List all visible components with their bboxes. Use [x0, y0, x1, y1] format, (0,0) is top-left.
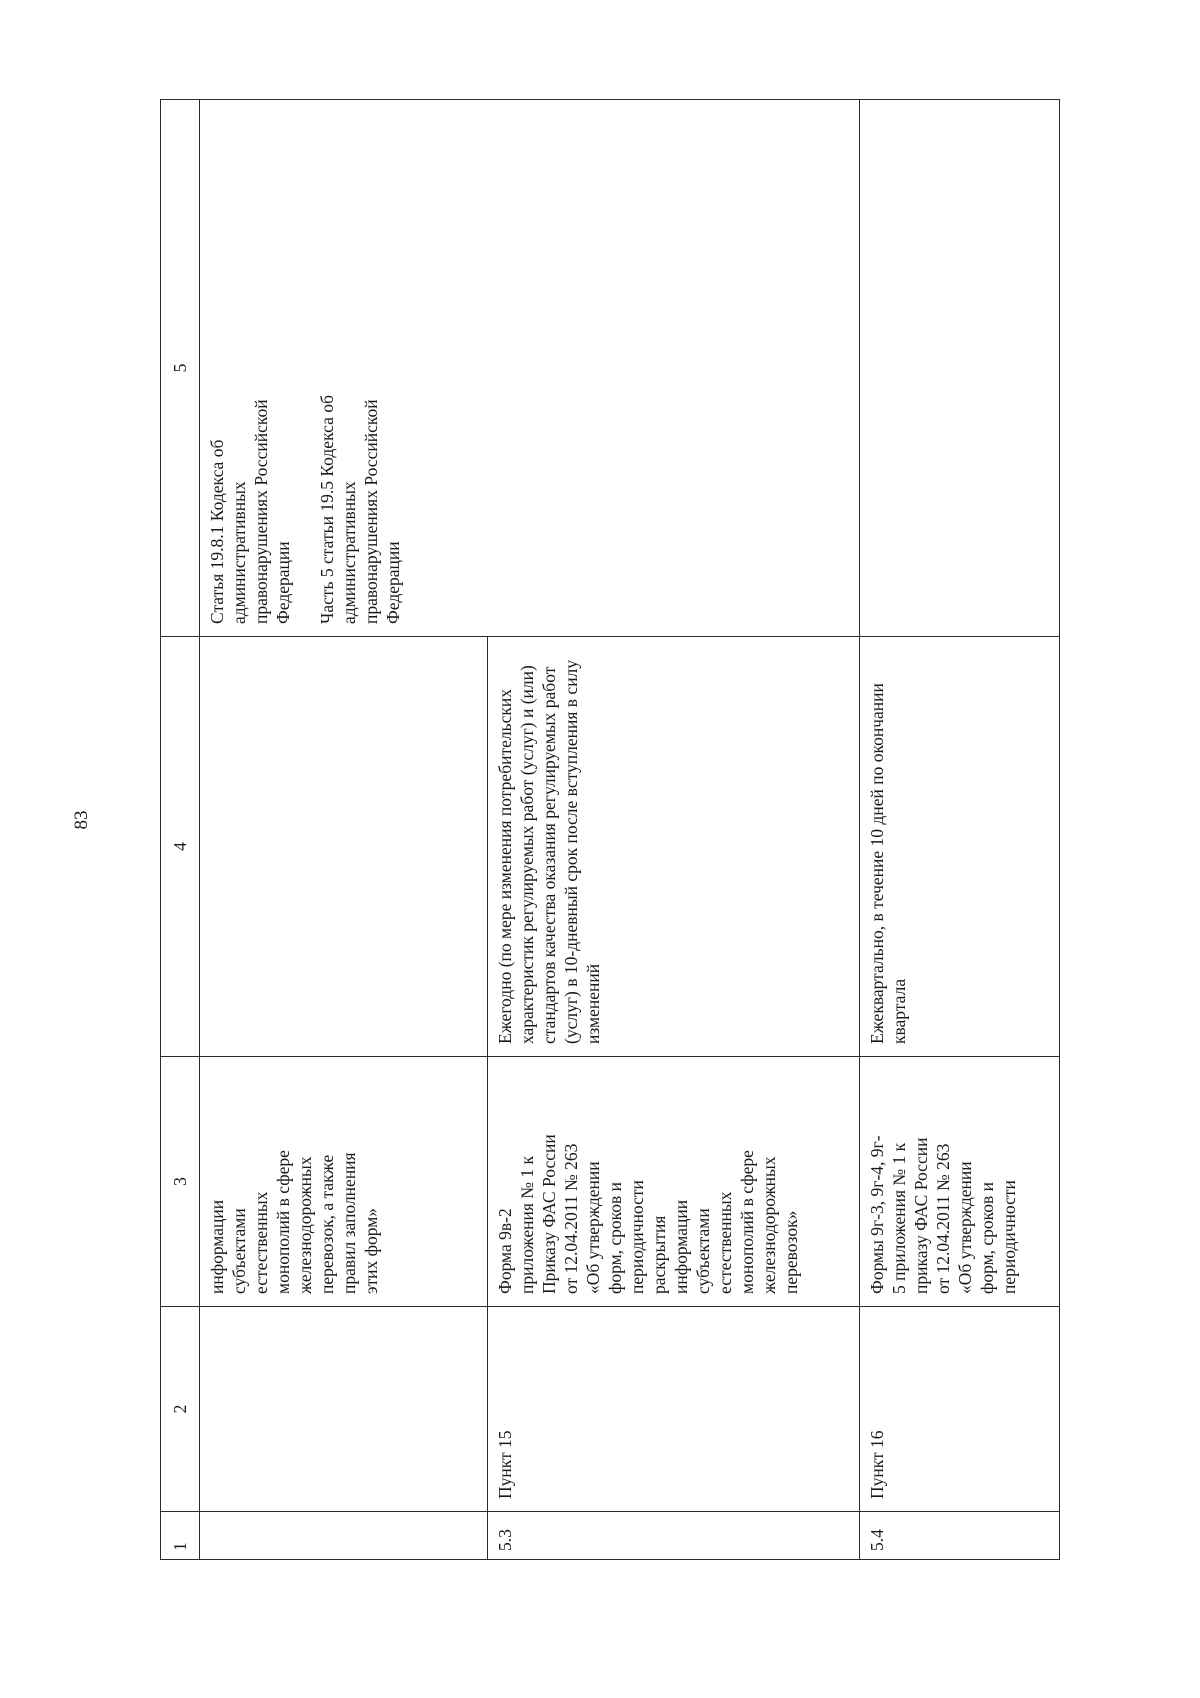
form-cell: Форма 9в-2 приложения № 1 к Приказу ФАС России от 12.04.2011 № 263 «Об утверждении форм, сроков и периодичности раскрытия информации субъектами естественных монополий в сфере железнодорожных перевозок» — [488, 1057, 860, 1307]
row-number-cell — [200, 1512, 488, 1560]
clause-cell — [200, 1307, 488, 1512]
header-cell-2: 2 — [161, 1307, 200, 1512]
table-row — [860, 100, 1060, 1560]
liability-cell: Статья 19.8.1 Кодекса об административных правонарушениях Российской Федерации Часть 5 статьи 19.5 Кодекса об административных правонарушениях Российской Федерации — [200, 100, 860, 637]
table-header-row — [161, 100, 200, 1560]
requirements-table — [160, 99, 1060, 1560]
row-number-cell: 5.4 — [860, 1512, 1060, 1560]
clause-cell: Пункт 16 — [860, 1307, 1060, 1512]
header-cell-4: 4 — [161, 637, 200, 1057]
page-number: 83 — [71, 810, 92, 830]
clause-cell: Пункт 15 — [488, 1307, 860, 1512]
header-cell-3: 3 — [161, 1057, 200, 1307]
deadline-cell: Ежеквартально, в течение 10 дней по окончании квартала — [860, 637, 1060, 1057]
table-row — [200, 100, 488, 1560]
liability-cell — [860, 100, 1060, 637]
row-number-cell: 5.3 — [488, 1512, 860, 1560]
form-cell: информации субъектами естественных монополий в сфере железнодорожных перевозок, а также правил заполнения этих форм» — [200, 1057, 488, 1307]
header-cell-1: 1 — [161, 1512, 200, 1560]
form-cell: Формы 9г-3, 9г-4, 9г- 5 приложения № 1 к приказу ФАС России от 12.04.2011 № 263 «Об утверждении форм, сроков и периодичности — [860, 1057, 1060, 1307]
deadline-cell — [200, 637, 488, 1057]
header-cell-5: 5 — [161, 100, 200, 637]
deadline-cell: Ежегодно (по мере изменения потребительских характеристик регулируемых работ (услуг) и (или) стандартов качества оказания регулируемых работ (услуг) в 10-дневный срок после вступления в силу изменений — [488, 637, 860, 1057]
rotated-page-content — [160, 100, 1060, 1560]
